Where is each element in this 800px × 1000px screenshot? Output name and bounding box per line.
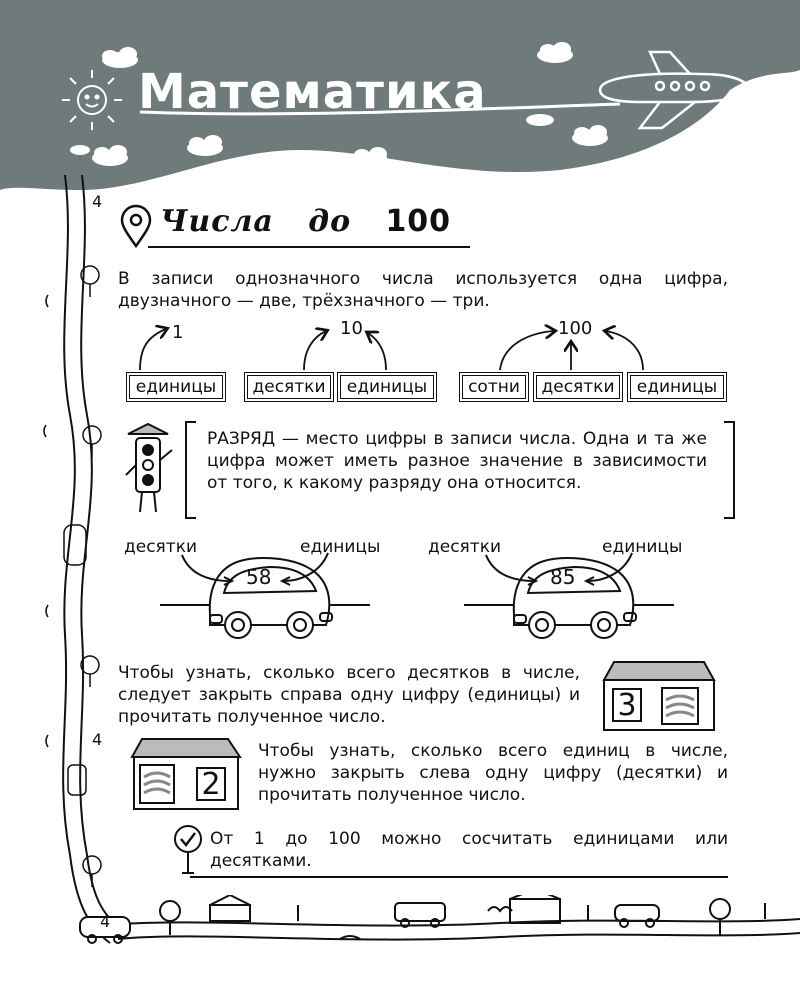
- car2-tens-label: десятки: [428, 537, 502, 557]
- page-number: 4: [100, 912, 111, 931]
- car2-number: 85: [550, 565, 576, 589]
- bottom-road: [0, 895, 800, 1000]
- section-title: [160, 204, 451, 239]
- digit-box-hundreds: сотни: [459, 372, 529, 402]
- page-number-mid: 4: [92, 730, 103, 749]
- digit-box-units: единицы: [126, 372, 226, 402]
- number-1-label: 1: [172, 322, 184, 343]
- car2-illustration: [464, 545, 684, 645]
- units-rule-text: Чтобы узнать, сколько всего единиц в числе, нужно закрыть слева одну цифру (десятки) и прочитать полученное число.: [258, 741, 728, 805]
- number-100-label: 100: [558, 318, 593, 339]
- traffic-light-icon: [118, 420, 178, 520]
- section-title-word: Числа: [160, 204, 274, 239]
- checkmark-sign-icon: [172, 823, 208, 879]
- note-text: От 1 до 100 можно сосчитать единицами или десятками.: [210, 829, 728, 871]
- tens-digit-3: 3: [612, 688, 642, 722]
- page-number-top: 4: [92, 192, 103, 211]
- title-underline: [148, 246, 470, 248]
- digit-arrows: [118, 315, 738, 375]
- digit-box-tens: десятки: [244, 372, 334, 402]
- digit-box-tens: десятки: [533, 372, 623, 402]
- car1-units-label: единицы: [300, 537, 381, 557]
- units-digit-2: 2: [196, 767, 226, 801]
- car1-tens-label: десятки: [124, 537, 198, 557]
- road-border: [30, 175, 120, 945]
- section-title-number: 100: [385, 204, 452, 239]
- car1-illustration: [160, 545, 380, 645]
- car1-number: 58: [246, 565, 272, 589]
- digit-box-units: единицы: [627, 372, 727, 402]
- digit-box-units: единицы: [337, 372, 437, 402]
- location-pin-icon: [118, 204, 154, 248]
- note-underline: [190, 876, 728, 878]
- section-title-prep: до: [308, 204, 352, 239]
- definition-text: РАЗРЯД — место цифры в записи числа. Одна и та же цифра может иметь разное значение в зависимости от того, к какому разряду она относится.: [207, 429, 707, 493]
- number-10-label: 10: [340, 318, 363, 339]
- page-title: Математика: [138, 64, 487, 120]
- tens-rule-text: Чтобы узнать, сколько всего десятков в числе, следует закрыть справа одну цифру (единицы) и прочитать полученное число.: [118, 663, 580, 727]
- car2-units-label: единицы: [602, 537, 683, 557]
- intro-paragraph: В записи однозначного числа используется одна цифра, двузначного — две, трёхзначного — три.: [118, 269, 728, 311]
